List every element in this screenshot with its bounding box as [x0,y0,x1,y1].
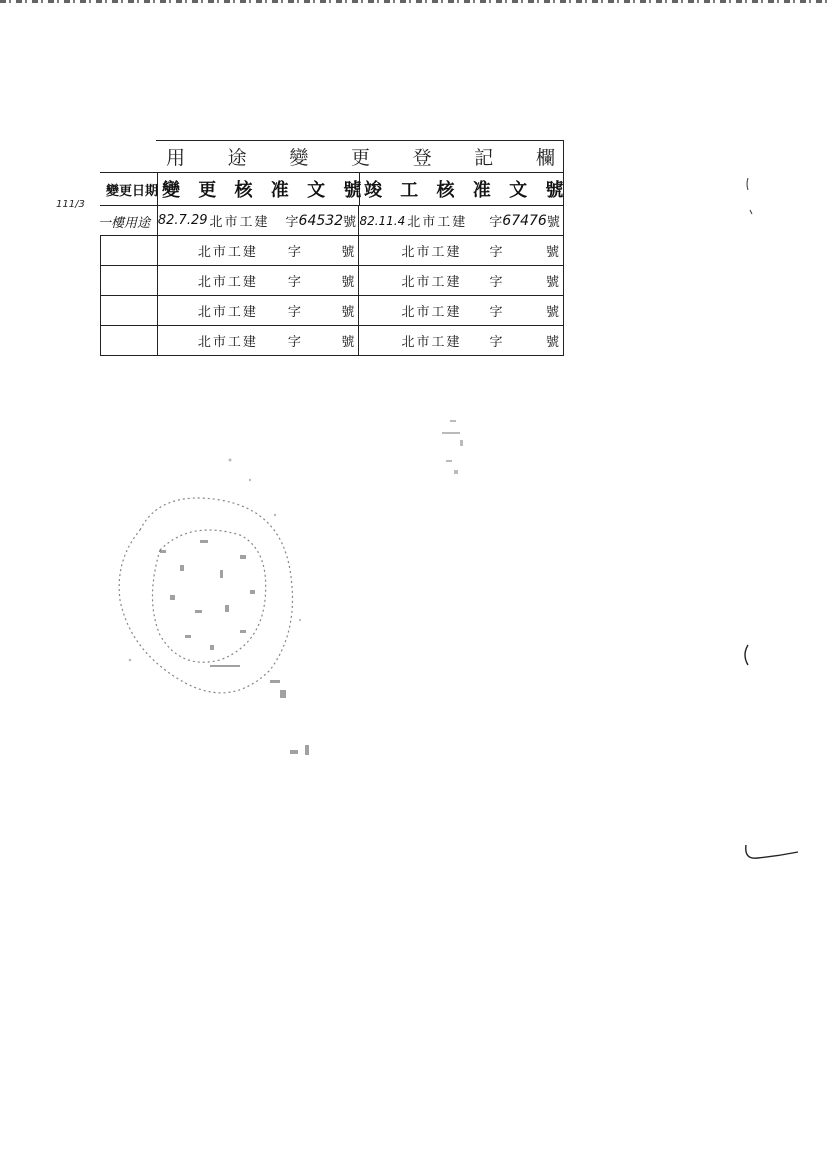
change-permit-cell [158,266,360,295]
faint-stamp-mark [420,410,490,490]
complete-date: 82.11.4 [359,213,406,228]
complete-hao: 號 [546,305,560,320]
completion-permit-cell [359,206,563,235]
complete-prefix: 北市工建 [401,245,462,260]
complete-hao: 號 [546,245,560,260]
row-note-cell [100,296,158,325]
change-zi: 字 [287,245,301,260]
change-hao: 號 [341,335,355,350]
change-prefix: 北市工建 [197,335,258,350]
title-char: 欄 [535,147,557,169]
complete-prefix: 北市工建 [401,305,462,320]
change-prefix: 北市工建 [197,275,258,290]
change-hao: 號 [341,305,355,320]
change-prefix: 北市工建 [197,305,258,320]
register-row [100,266,564,296]
row-note-cell [100,206,158,235]
title-char: 途 [227,147,249,169]
change-zi: 字 [285,215,299,230]
completion-permit-cell [359,266,563,295]
change-prefix: 北市工建 [209,215,270,230]
row-note: 一樓用途 [98,216,151,231]
change-hao: 號 [343,215,357,230]
title-char: 用 [166,147,188,169]
register-row [100,296,564,326]
register-header-row [100,172,570,206]
change-hao: 號 [341,275,355,290]
register-row [100,326,564,356]
complete-prefix: 北市工建 [401,335,462,350]
complete-zi: 字 [489,275,503,290]
margin-handwritten-note: 111/3 [56,199,85,210]
change-permit-cell [158,236,360,265]
complete-zi: 字 [489,305,503,320]
register-title [156,140,564,172]
change-number: 64532 [298,212,344,229]
change-zi: 字 [287,305,301,320]
scan-edge-noise [0,0,832,3]
complete-hao: 號 [546,215,560,230]
title-char: 更 [350,147,372,169]
faded-stamp-image [100,420,360,780]
row-note-cell [100,326,158,355]
change-zi: 字 [287,335,301,350]
change-hao: 號 [341,245,355,260]
register-row [100,236,564,266]
completion-permit-cell [359,326,563,355]
completion-permit-cell [359,296,563,325]
register-row [100,206,564,236]
complete-number: 67476 [502,212,547,229]
change-permit-cell [158,296,360,325]
header-completion-permit: 竣 工 核 准 文 號 [364,180,570,201]
usage-change-register [98,140,570,354]
row-note-cell [100,236,158,265]
complete-hao: 號 [546,275,560,290]
change-permit-cell [158,326,360,355]
title-char: 記 [474,147,496,169]
complete-zi: 字 [489,335,503,350]
complete-zi: 字 [489,245,503,260]
change-permit-cell [158,206,360,235]
row-note-cell [100,266,158,295]
completion-permit-cell [359,236,563,265]
header-date: 變更日期 [100,173,158,205]
complete-prefix: 北市工建 [407,215,468,230]
change-prefix: 北市工建 [197,245,258,260]
complete-zi: 字 [489,215,503,230]
header-change-permit: 變 更 核 准 文 號 [158,173,360,205]
complete-prefix: 北市工建 [401,275,462,290]
complete-hao: 號 [546,335,560,350]
scan-edge-marks [738,640,808,880]
change-zi: 字 [287,275,301,290]
scan-edge-tick [740,170,760,230]
title-char: 登 [412,147,434,169]
change-date: 82.7.29 [157,213,208,228]
title-char: 變 [289,147,311,169]
